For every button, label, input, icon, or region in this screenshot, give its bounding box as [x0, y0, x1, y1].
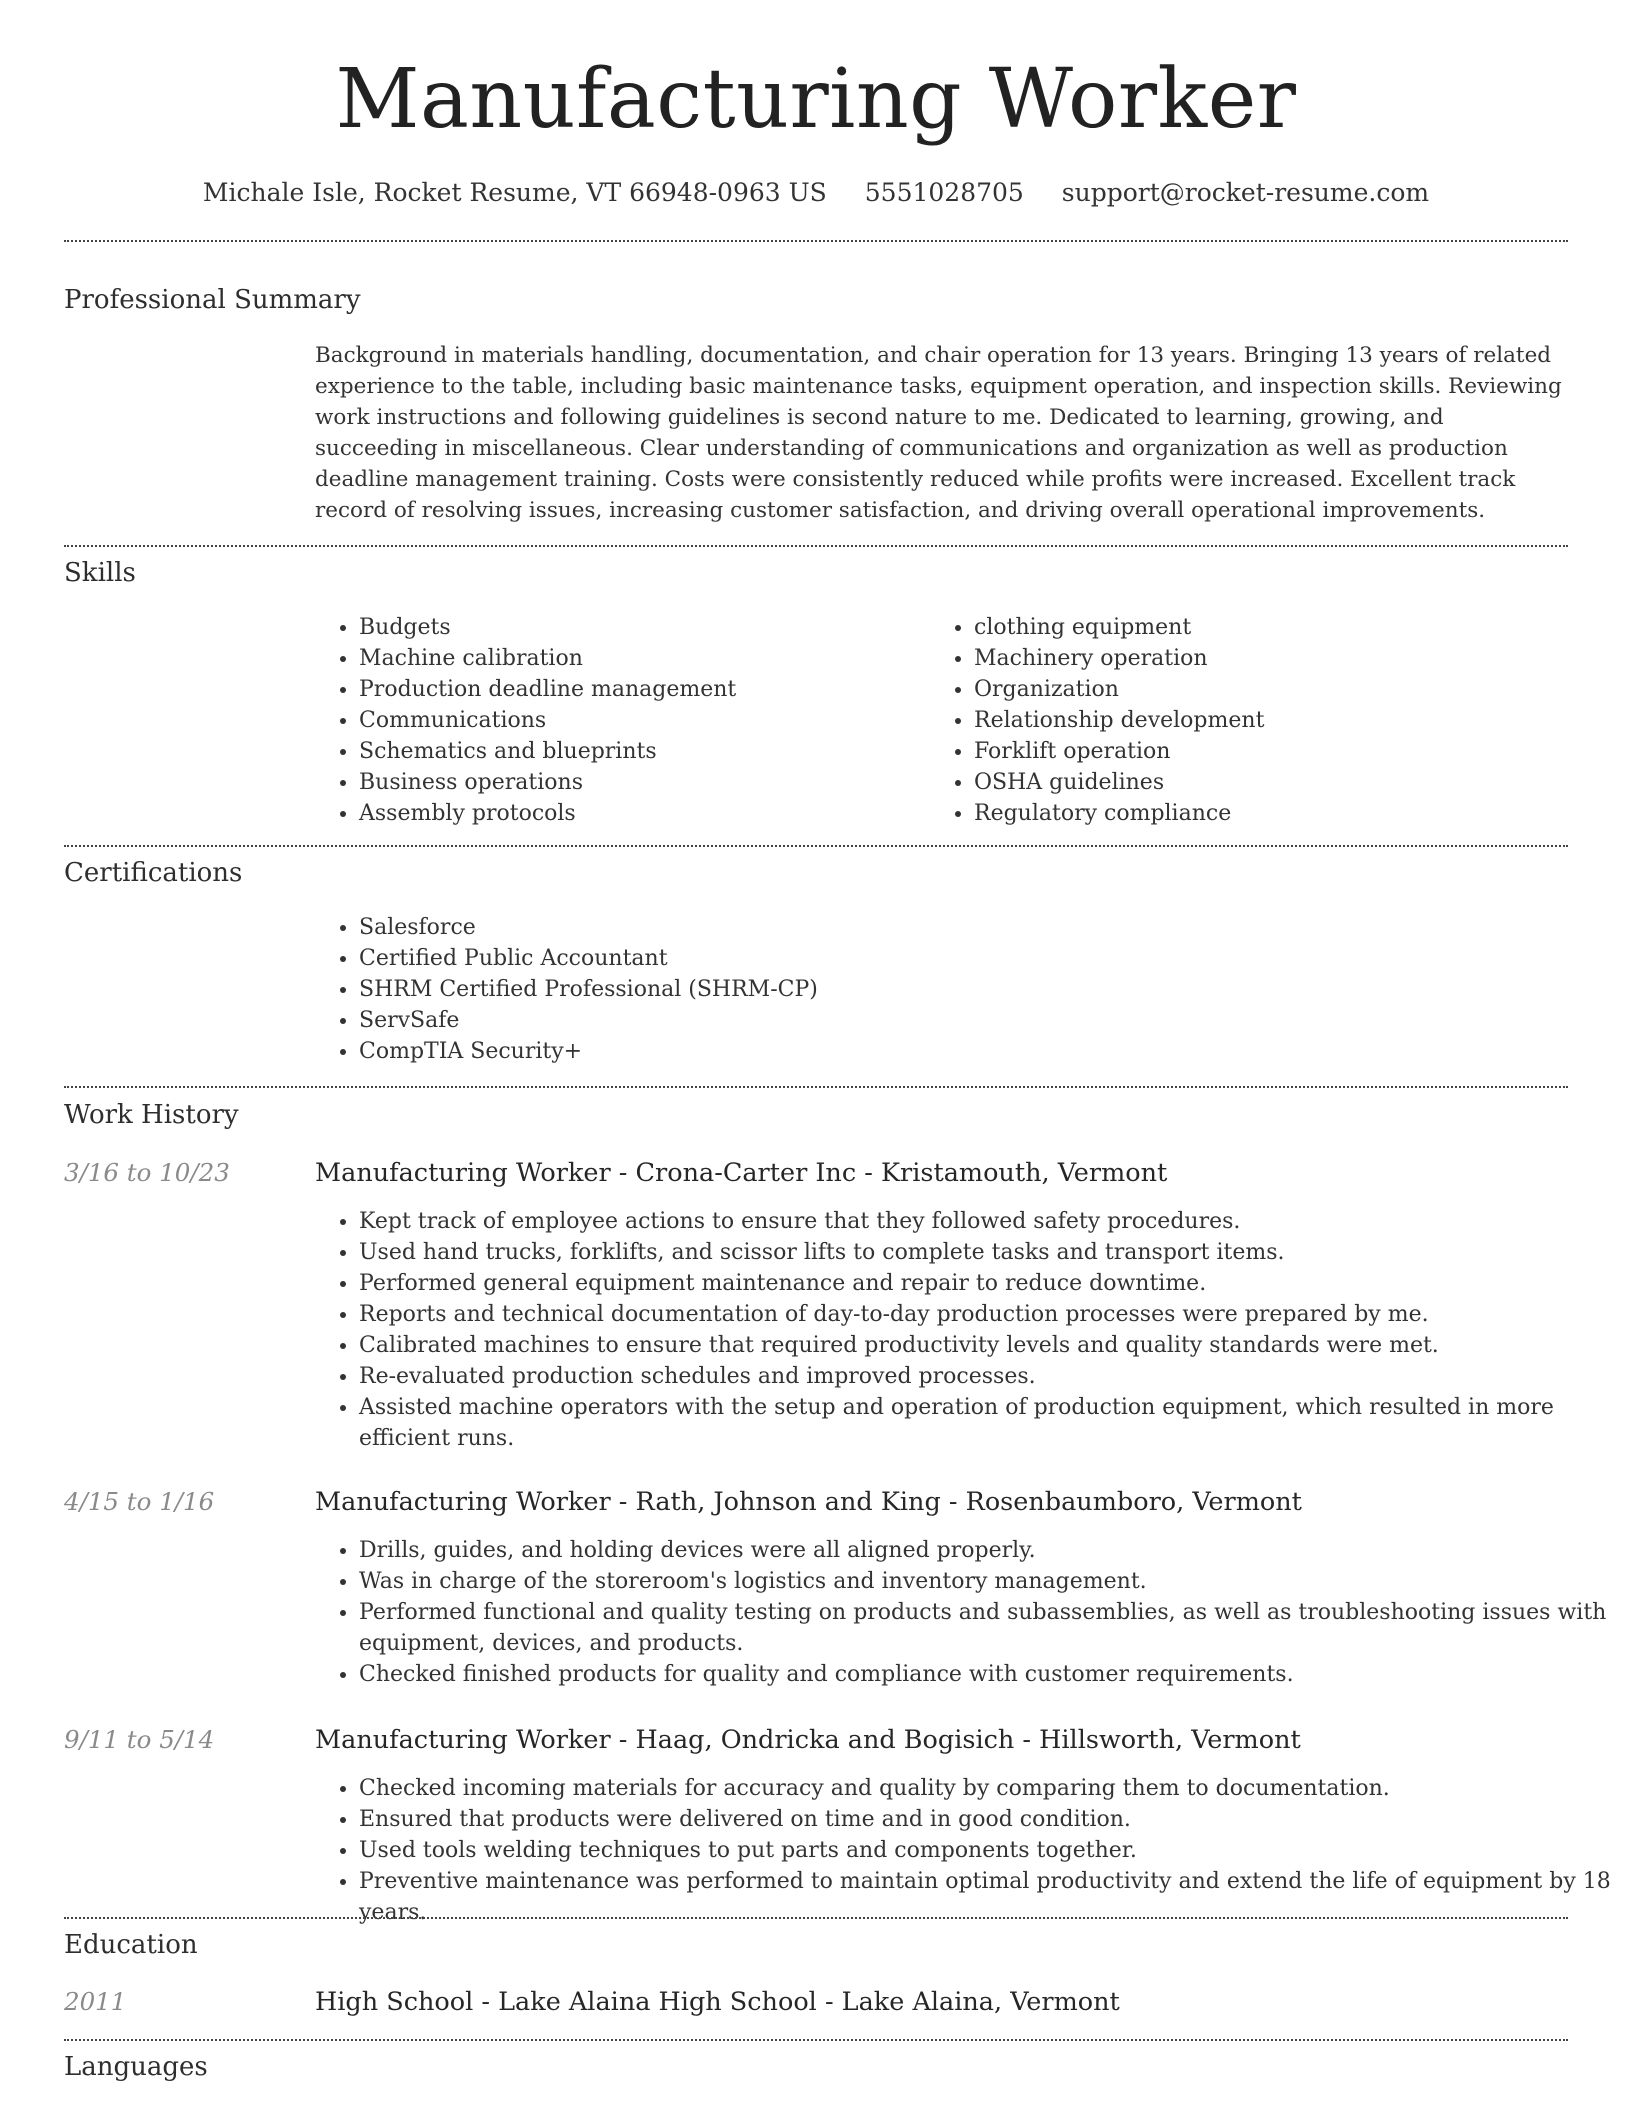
contact-phone: 5551028705 [864, 178, 1024, 207]
professional-summary-heading: Professional Summary [64, 285, 361, 315]
certification-item: • Certified Public Accountant [359, 943, 1559, 974]
job-duties-list [315, 1535, 1609, 1690]
certification-item: • SHRM Certified Professional (SHRM-CP) [359, 974, 1559, 1005]
job-title: Manufacturing Worker - Crona-Carter Inc - Kristamouth, Vermont [315, 1158, 1168, 1188]
skill-item: • Assembly protocols [359, 798, 919, 829]
job-duty: • Used hand trucks, forklifts, and scissor lifts to complete tasks and transport items. [359, 1237, 1609, 1268]
job-dates: 9/11 to 5/14 [64, 1725, 215, 1754]
skills-list-right [930, 612, 1574, 829]
job-title: Manufacturing Worker - Haag, Ondricka and Bogisich - Hillsworth, Vermont [315, 1725, 1301, 1755]
skill-item: • Machine calibration [359, 643, 919, 674]
section-divider [64, 845, 1568, 847]
candidate-name: Manufacturing Worker [335, 52, 1297, 147]
job-duty: • Re-evaluated production schedules and improved processes. [359, 1361, 1609, 1392]
section-divider [64, 545, 1568, 547]
skills-list-left [315, 612, 919, 829]
certification-item: • Salesforce [359, 912, 1559, 943]
education-detail: High School - Lake Alaina High School - Lake Alaina, Vermont [315, 1987, 1120, 2017]
skill-item: • Machinery operation [974, 643, 1574, 674]
job-duty: • Used tools welding techniques to put parts and components together. [359, 1835, 1619, 1866]
resume-header [0, 0, 1632, 208]
skill-item: • Relationship development [974, 705, 1574, 736]
job-duty: • Reports and technical documentation of day-to-day production processes were prepared by me. [359, 1299, 1609, 1330]
education-heading: Education [64, 1930, 198, 1960]
languages-heading: Languages [64, 2052, 208, 2082]
job-duty: • Was in charge of the storeroom's logistics and inventory management. [359, 1566, 1609, 1597]
section-divider [64, 1086, 1568, 1088]
skill-item: • Production deadline management [359, 674, 919, 705]
education-year: 2011 [64, 1987, 127, 2016]
job-duty: • Ensured that products were delivered on time and in good condition. [359, 1804, 1619, 1835]
job-duty: • Checked incoming materials for accuracy and quality by comparing them to documentation. [359, 1773, 1619, 1804]
skill-item: • Communications [359, 705, 919, 736]
certification-item: • ServSafe [359, 1005, 1559, 1036]
job-duty: • Preventive maintenance was performed to maintain optimal productivity and extend the life of equipment by 18 years. [359, 1866, 1619, 1928]
contact-address: Michale Isle, Rocket Resume, VT 66948-0963 US [202, 178, 827, 207]
section-divider [64, 2039, 1568, 2041]
contact-email: support@rocket-resume.com [1061, 178, 1430, 207]
job-duty: • Performed functional and quality testing on products and subassemblies, as well as troubleshooting issues with equipment, devices, and products. [359, 1597, 1609, 1659]
job-duty: • Performed general equipment maintenance and repair to reduce downtime. [359, 1268, 1609, 1299]
job-title: Manufacturing Worker - Rath, Johnson and King - Rosenbaumboro, Vermont [315, 1487, 1302, 1517]
section-divider [64, 240, 1568, 242]
job-dates: 4/15 to 1/16 [64, 1487, 215, 1516]
job-duties-list [315, 1773, 1619, 1928]
job-duty: • Assisted machine operators with the setup and operation of production equipment, which resulted in more efficient runs. [359, 1392, 1609, 1454]
skill-item: • OSHA guidelines [974, 767, 1574, 798]
job-duty: • Checked finished products for quality and compliance with customer requirements. [359, 1659, 1609, 1690]
job-dates: 3/16 to 10/23 [64, 1158, 230, 1187]
skills-heading: Skills [64, 558, 136, 588]
contact-line [0, 178, 1632, 208]
skill-item: • Forklift operation [974, 736, 1574, 767]
certifications-heading: Certifications [64, 858, 243, 888]
skill-item: • Schematics and blueprints [359, 736, 919, 767]
job-duty: • Calibrated machines to ensure that required productivity levels and quality standards were met. [359, 1330, 1609, 1361]
certifications-list [315, 912, 1559, 1067]
job-duty: • Kept track of employee actions to ensure that they followed safety procedures. [359, 1206, 1609, 1237]
skill-item: • clothing equipment [974, 612, 1574, 643]
certification-item: • CompTIA Security+ [359, 1036, 1559, 1067]
skill-item: • Business operations [359, 767, 919, 798]
job-duties-list [315, 1206, 1609, 1454]
job-duty: • Drills, guides, and holding devices were all aligned properly. [359, 1535, 1609, 1566]
skill-item: • Budgets [359, 612, 919, 643]
skill-item: • Organization [974, 674, 1574, 705]
skill-item: • Regulatory compliance [974, 798, 1574, 829]
professional-summary-text: Background in materials handling, documentation, and chair operation for 13 years. Bringing 13 years of related experience to the table, including basic maintenance tasks, equipment operation, and inspection skills. Reviewing work instructions and following guidelines is second nature to me. Dedicated to learning, growing, and succeeding in miscellaneous. Clear understanding of communications and organization as well as production deadline management training. Costs were consistently reduced while profits were increased. Excellent track record of resolving issues, increasing customer satisfaction, and driving overall operational improvements. [315, 343, 1562, 523]
work-history-heading: Work History [64, 1100, 239, 1130]
section-divider [64, 1917, 1568, 1919]
